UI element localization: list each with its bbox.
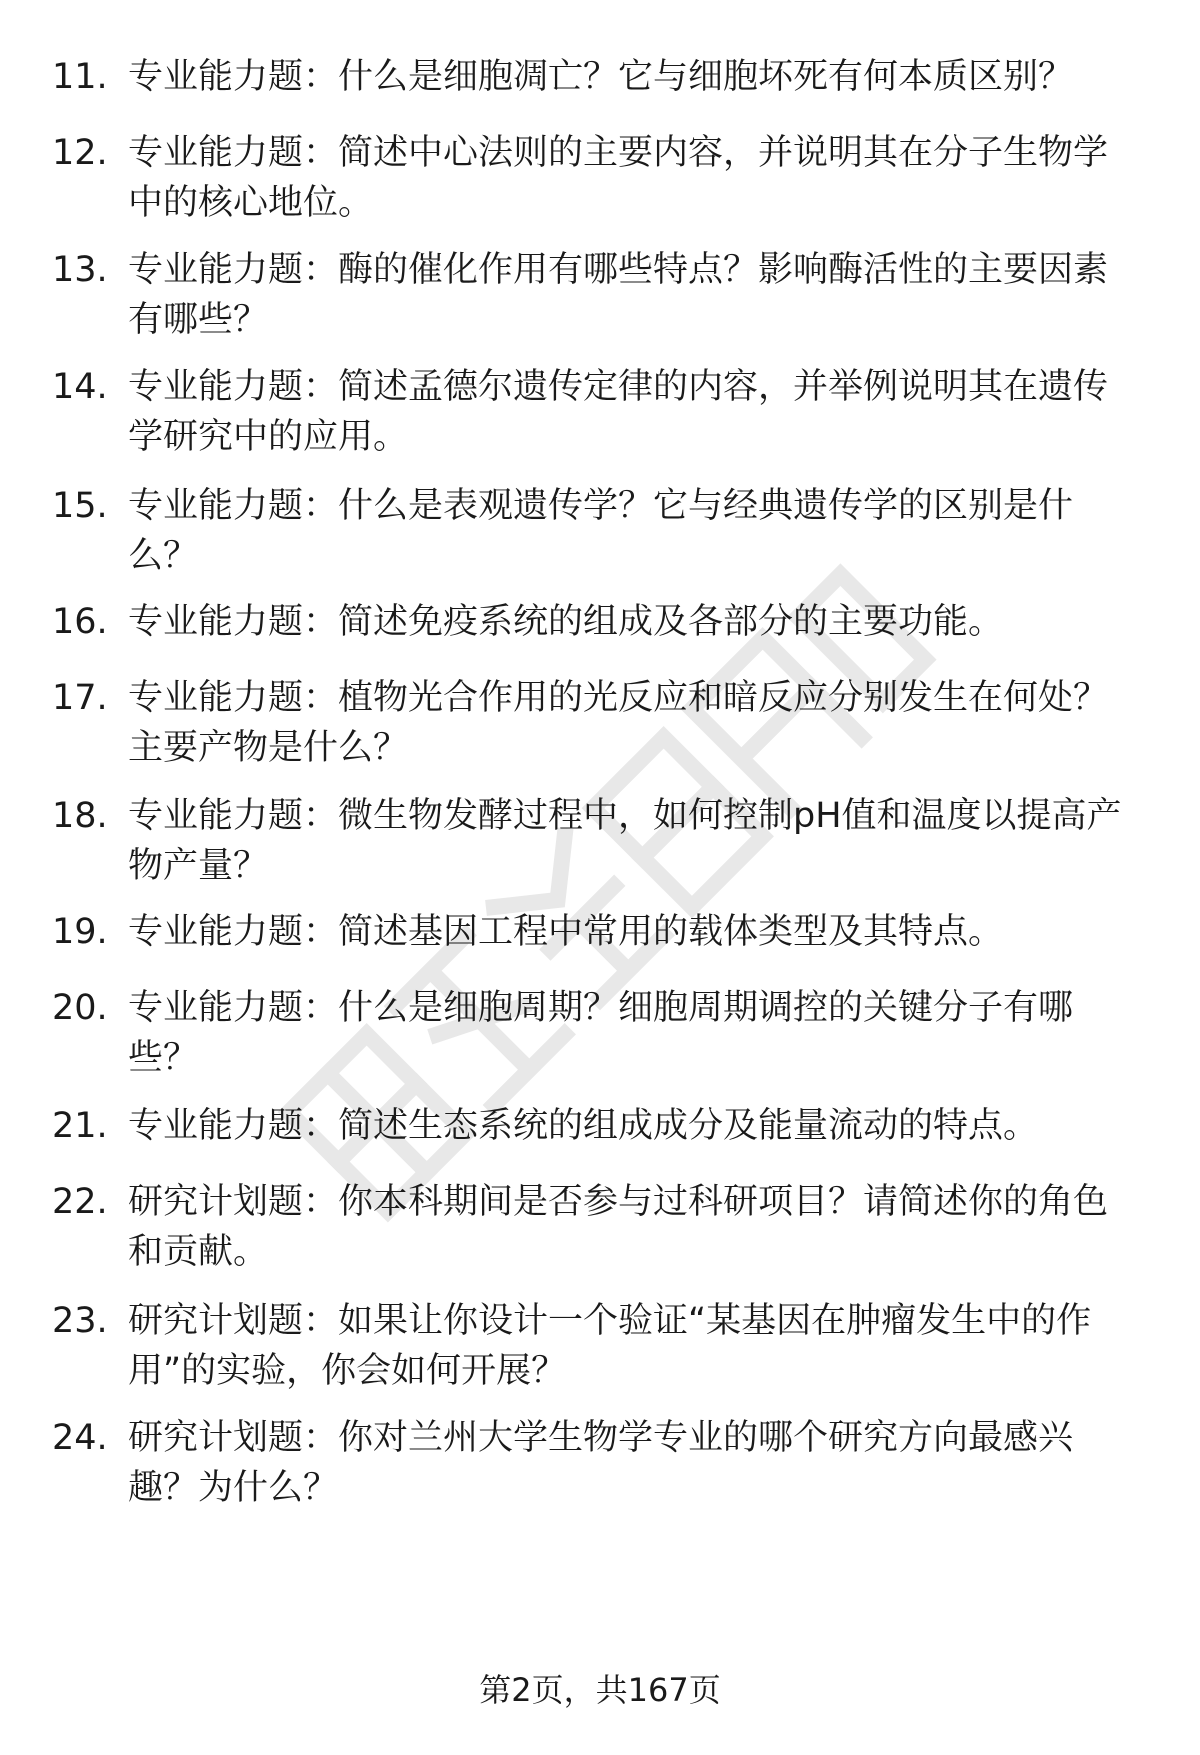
question-text [128,791,1158,891]
question-line: 专业能力题：酶的催化作用有哪些特点？影响酶活性的主要因素 [128,250,1109,290]
question-number: 24. [52,1418,108,1458]
question-line: 专业能力题：简述免疫系统的组成及各部分的主要功能。 [128,602,1004,642]
question-text [128,1296,1158,1396]
question-line: 专业能力题：什么是细胞凋亡？它与细胞坏死有何本质区别？ [128,57,1074,97]
question-line: 研究计划题：如果让你设计一个验证“某基因在肿瘤发生中的作 [128,1301,1092,1341]
question-number: 21. [52,1106,108,1146]
question-line: 研究计划题：你对兰州大学生物学专业的哪个研究方向最感兴 [128,1418,1074,1458]
question-line: 么？ [128,536,199,576]
question-line: 和贡献。 [128,1232,269,1272]
question-line: 专业能力题：简述基因工程中常用的载体类型及其特点。 [128,912,1004,952]
question-line: 专业能力题：简述孟德尔遗传定律的内容，并举例说明其在遗传 [128,367,1109,407]
question-number: 23. [52,1301,108,1341]
question-text [128,597,1158,647]
question-line: 有哪些？ [128,300,269,340]
question-number: 19. [52,912,108,952]
question-text [128,1177,1158,1277]
question-number: 13. [52,250,108,290]
question-line: 中的核心地位。 [128,183,374,223]
question-line: 专业能力题：植物光合作用的光反应和暗反应分别发生在何处？ [128,678,1109,718]
question-line: 趣？为什么？ [128,1468,339,1508]
question-line: 专业能力题：什么是细胞周期？细胞周期调控的关键分子有哪 [128,988,1074,1028]
question-text [128,983,1158,1083]
question-line: 专业能力题：什么是表观遗传学？它与经典遗传学的区别是什 [128,486,1074,526]
question-number: 17. [52,678,108,718]
question-text [128,1413,1158,1513]
question-number: 14. [52,367,108,407]
question-text [128,128,1158,228]
question-text [128,907,1158,957]
question-number: 15. [52,486,108,526]
question-line: 专业能力题：微生物发酵过程中，如何控制pH值和温度以提高产 [128,796,1122,836]
question-text [128,362,1158,462]
question-line: 研究计划题：你本科期间是否参与过科研项目？请简述你的角色 [128,1182,1109,1222]
page-number: 第2页，共167页 [479,1671,721,1709]
question-text [128,245,1158,345]
question-number: 22. [52,1182,108,1222]
question-text [128,481,1158,581]
question-line: 专业能力题：简述生态系统的组成成分及能量流动的特点。 [128,1106,1039,1146]
question-number: 16. [52,602,108,642]
question-line: 物产量？ [128,846,269,886]
question-line: 学研究中的应用。 [128,417,409,457]
question-line: 专业能力题：简述中心法则的主要内容，并说明其在分子生物学 [128,133,1109,173]
question-line: 主要产物是什么？ [128,728,409,768]
question-line: 用”的实验，你会如何开展？ [128,1351,567,1391]
question-number: 12. [52,133,108,173]
question-number: 11. [52,57,108,97]
question-number: 20. [52,988,108,1028]
question-text [128,52,1158,102]
question-number: 18. [52,796,108,836]
question-text [128,673,1158,773]
question-line: 些？ [128,1038,199,1078]
question-text [128,1101,1158,1151]
